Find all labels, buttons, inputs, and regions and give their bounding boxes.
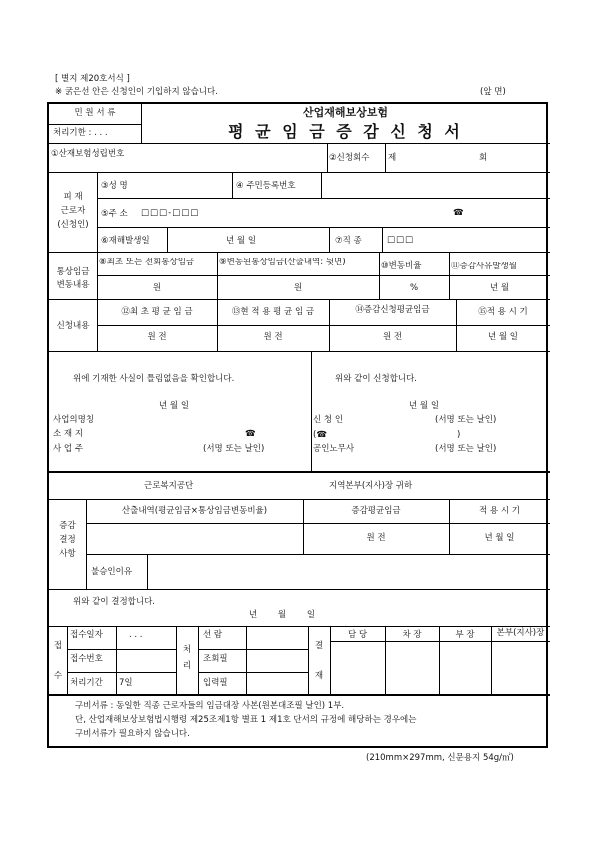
receipt-number-label: 접수번호 xyxy=(70,654,103,664)
request-group-label: 신청내용 xyxy=(56,321,90,331)
page-title: 평 균 임 금 증 감 신 청 서 xyxy=(228,122,463,141)
decision-group-label-3: 사항 xyxy=(59,549,76,559)
reject-reason-label: 불승인이유 xyxy=(91,567,133,577)
applicant-sign: (서명 또는 날인) xyxy=(435,415,497,425)
name-label: ③성 명 xyxy=(101,181,128,191)
change-header-3: ⑩변동비율 xyxy=(381,261,422,271)
business-name-label: 사업의명칭 xyxy=(53,415,95,425)
instruction-note: ※ 굵은선 안은 신청인이 기입하지 않습니다. xyxy=(55,87,218,97)
receipt-date-label: 접수일자 xyxy=(70,630,103,640)
application-form xyxy=(47,102,548,748)
request-value-4: 년 월 일 xyxy=(487,332,519,342)
insurance-no-label: ①산재보험성립번호 xyxy=(51,149,125,159)
applicant-phone-close: ) xyxy=(457,430,461,440)
change-value-3: % xyxy=(409,283,419,293)
process-deadline: 처리기한 : . . . xyxy=(53,128,108,138)
business-location-label: 소 재 지 xyxy=(53,429,84,439)
applicant-phone-open: (☎ xyxy=(313,430,327,440)
decision-group-label-2: 결정 xyxy=(59,535,76,545)
process-label-2: 리 xyxy=(182,661,192,671)
change-group-label-2: 변동내용 xyxy=(56,280,90,290)
request-header-2: ⑬현 적 용 평 균 임 금 xyxy=(231,307,315,317)
form-number: [ 별지 제20호서식 ] xyxy=(55,74,130,84)
approver-staff: 담 당 xyxy=(347,630,368,640)
change-value-1: 원 xyxy=(152,283,162,293)
decision-header-2: 증감평균임금 xyxy=(351,506,401,516)
inquiry-done-label: 조회필 xyxy=(203,654,228,664)
process-label-1: 처 xyxy=(182,645,192,655)
civil-doc-label: 민 원 서 류 xyxy=(74,108,116,118)
change-value-4: 년 월 xyxy=(489,283,510,293)
phone-icon: ☎ xyxy=(453,208,464,218)
request-value-2: 원 전 xyxy=(263,332,283,342)
applicant-label: 신 청 인 xyxy=(313,415,344,425)
request-header-4: ⑮적 용 시 기 xyxy=(478,307,528,317)
approval-label-2: 재 xyxy=(314,671,324,681)
zip-boxes[interactable]: □□□-□□□ xyxy=(141,208,200,218)
apply-count-label: ②신청회수 xyxy=(329,153,370,163)
side-indicator: (앞 면) xyxy=(480,87,506,97)
request-header-3: ⑭증감신청평균임금 xyxy=(355,305,430,315)
approver-head: 부 장 xyxy=(455,630,475,640)
rrn-label: ④ 주민등록번호 xyxy=(236,181,296,191)
employer-sign: (서명 또는 날인) xyxy=(203,444,265,454)
addressee-branch: 지역본부(지사)장 귀하 xyxy=(329,481,413,491)
change-group-label-1: 통상임금 xyxy=(56,267,90,277)
approver-branch: 본부(지사)장 xyxy=(496,628,545,638)
form-subtitle: 산업재해보상보험 xyxy=(302,106,388,119)
accident-date-value: 년 월 일 xyxy=(226,236,257,246)
victim-group-label-1: 피 재 xyxy=(63,192,83,202)
required-docs-exception-2: 구비서류가 필요하지 않습니다. xyxy=(75,729,190,739)
change-header-1: ⑧최초 또는 전회통상임금 xyxy=(99,258,195,267)
request-value-1: 원 전 xyxy=(147,332,167,342)
change-header-2: ⑨변동된통상임금(산출내역: 뒷면) xyxy=(219,258,346,267)
apply-count-prefix: 제 xyxy=(388,153,397,163)
paper-spec: (210mm×297mm, 신문용지 54g/㎡) xyxy=(366,753,514,763)
decision-value-2: 년 월 일 xyxy=(484,533,515,543)
apply-count-suffix: 회 xyxy=(479,153,488,163)
decision-statement: 위와 같이 결정합니다. xyxy=(73,597,156,607)
victim-group-label-3: (신청인) xyxy=(57,220,89,230)
process-period-value: 7일 xyxy=(119,678,133,688)
review-label: 선 람 xyxy=(203,630,223,640)
required-docs-note: 구비서류 : 동일한 직종 근로자들의 임금대장 사본(원본대조필 날인) 1부. xyxy=(75,701,345,711)
confirm-statement: 위에 기재한 사실이 틀림없음을 확인합니다. xyxy=(73,374,235,384)
job-label: ⑦직 종 xyxy=(335,236,362,246)
receipt-label-2: 수 xyxy=(53,671,63,681)
receipt-date-dots: . . . xyxy=(129,630,143,640)
attorney-sign: (서명 또는 날인) xyxy=(435,444,497,454)
confirm-date: 년 월 일 xyxy=(159,401,190,411)
change-header-4: ⑪증감사유발생월 xyxy=(451,262,517,271)
required-docs-exception: 단, 산업재해보상보험법시행령 제25조제1항 별표 1 제1호 단서의 규정에 해당하는 경우에는 xyxy=(75,715,417,725)
change-value-2: 원 xyxy=(293,283,303,293)
decision-header-1: 산출내역(평균임금×통상임금변동비율) xyxy=(121,506,268,516)
business-phone-icon: ☎ xyxy=(245,429,256,439)
labor-attorney-label: 공인노무사 xyxy=(313,444,355,454)
apply-date: 년 월 일 xyxy=(409,401,440,411)
address-label: ⑤주 소 xyxy=(101,209,128,219)
decision-value-1: 원 전 xyxy=(366,533,386,543)
accident-date-label: ⑥재해발생일 xyxy=(101,236,150,246)
decision-group-label-1: 증감 xyxy=(59,521,76,531)
approval-label-1: 결 xyxy=(314,641,324,651)
request-header-1: ⑫최 초 평 균 임 금 xyxy=(121,307,193,317)
job-code-boxes[interactable]: □□□ xyxy=(387,235,415,245)
victim-group-label-2: 근로자 xyxy=(60,206,86,216)
employer-label: 사 업 주 xyxy=(53,444,84,454)
approver-deputy: 차 장 xyxy=(402,630,422,640)
decision-header-3: 적 용 시 기 xyxy=(479,506,520,516)
input-done-label: 입력필 xyxy=(203,678,228,688)
decision-date: 년 월 일 xyxy=(249,610,316,620)
process-period-label: 처리기간 xyxy=(70,678,103,688)
addressee-org: 근로복지공단 xyxy=(144,481,194,491)
request-value-3: 원 전 xyxy=(382,332,403,342)
receipt-label-1: 접 xyxy=(53,641,63,651)
apply-statement: 위와 같이 신청합니다. xyxy=(335,374,418,384)
